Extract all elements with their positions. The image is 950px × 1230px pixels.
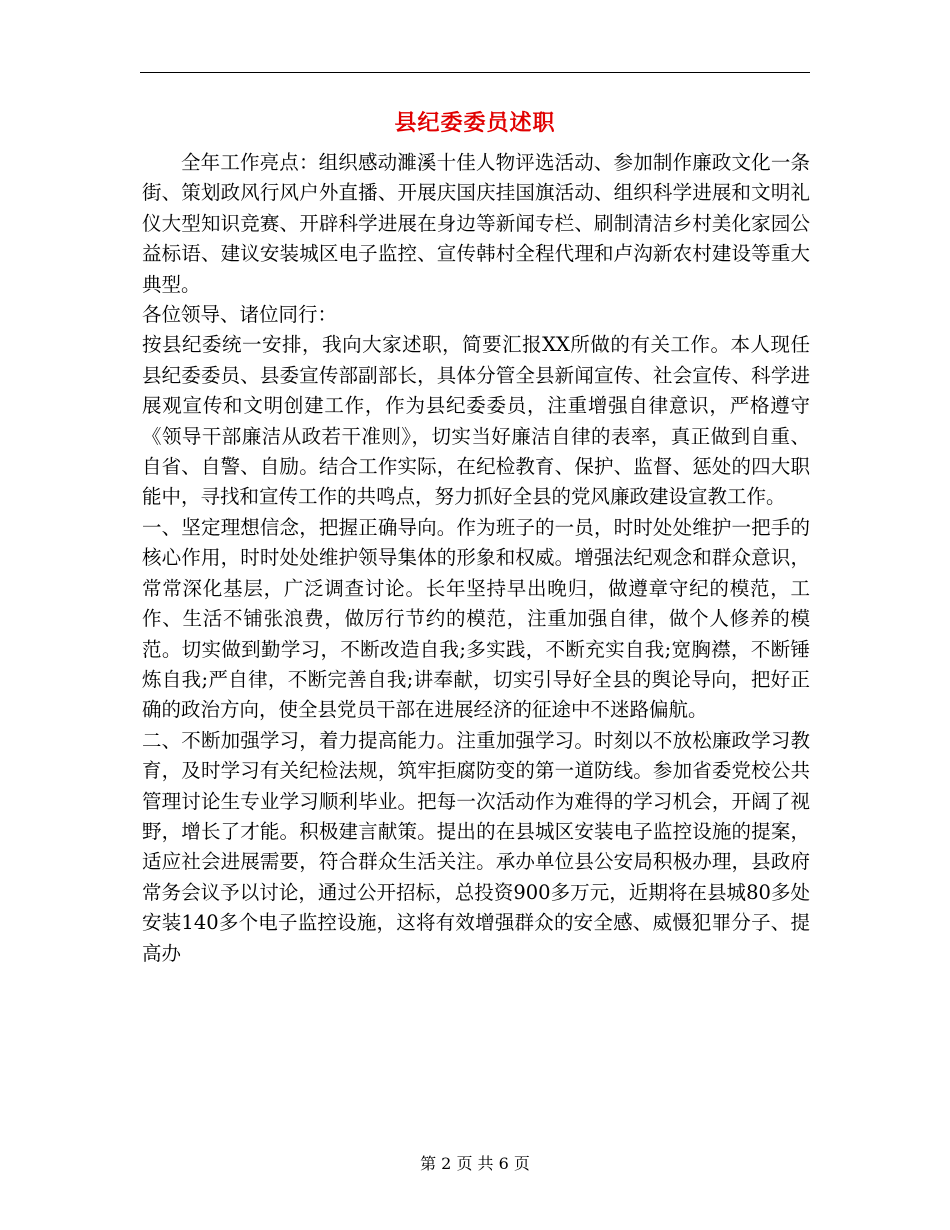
header-rule <box>140 72 810 73</box>
paragraph-introduction: 按县纪委统一安排，我向大家述职，简要汇报XX所做的有关工作。本人现任县纪委委员、县委宣传部副部长，具体分管全县新闻宣传、社会宣传、科学进展观宣传和文明创建工作，作为县纪委委员，注重增强自律意识，严格遵守《领导干部廉洁从政若干准则》，切实当好廉洁自律的表率，真正做到自重、自省、自警、自励。结合工作实际，在纪检教育、保护、监督、惩处的四大职能中，寻找和宣传工作的共鸣点，努力抓好全县的党风廉政建设宣教工作。 <box>142 333 810 509</box>
paragraph-section-two: 二、不断加强学习，着力提高能力。注重加强学习。时刻以不放松廉政学习教育，及时学习有关纪检法规，筑牢拒腐防变的第一道防线。参加省委党校公共管理讨论生专业学习顺利毕业。把每一次活动作为难得的学习机会，开阔了视野，增长了才能。积极建言献策。提出的在县城区安装电子监控设施的提案，适应社会进展需要，符合群众生活关注。承办单位县公安局积极办理，县政府常务会议予以讨论，通过公开招标，总投资900多万元，近期将在县城80多处安装140多个电子监控设施，这将有效增强群众的安全感、威慑犯罪分子、提高办 <box>142 728 810 965</box>
paragraph-highlights: 全年工作亮点：组织感动濉溪十佳人物评选活动、参加制作廉政文化一条街、策划政风行风户外直播、开展庆国庆挂国旗活动、组织科学进展和文明礼仪大型知识竞赛、开辟科学进展在身边等新闻专栏、刷制清洁乡村美化家园公益标语、建议安装城区电子监控、宣传韩村全程代理和卢沟新农村建设等重大典型。 <box>142 151 810 296</box>
paragraph-section-one: 一、坚定理想信念，把握正确导向。作为班子的一员，时时处处维护一把手的核心作用，时时处处维护领导集体的形象和权威。增强法纪观念和群众意识，常常深化基层，广泛调查讨论。长年坚持早出晚归，做遵章守纪的模范，工作、生活不铺张浪费，做厉行节约的模范，注重加强自律，做个人修养的模范。切实做到勤学习，不断改造自我;多实践，不断充实自我;宽胸襟，不断锤炼自我;严自律，不断完善自我;讲奉献，切实引导好全县的舆论导向，把好正确的政治方向，使全县党员干部在进展经济的征途中不迷路偏航。 <box>142 515 810 722</box>
document-body <box>142 148 810 969</box>
page-number-footer: 第 2 页 共 6 页 <box>420 1154 530 1173</box>
document-title: 县纪委委员述职 <box>394 110 556 136</box>
paragraph-salutation: 各位领导、诸位同行： <box>142 303 338 327</box>
